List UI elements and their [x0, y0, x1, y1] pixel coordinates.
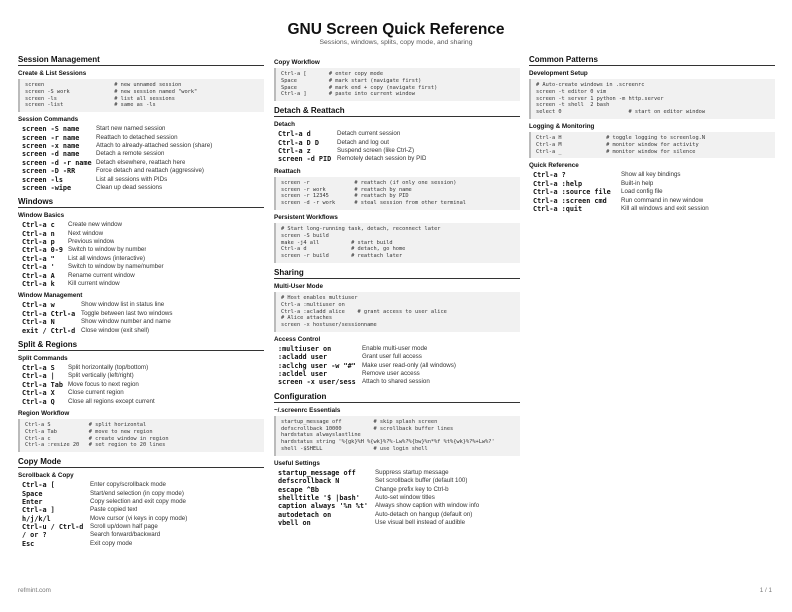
- key-description: List all sessions with PIDs: [96, 175, 168, 183]
- key-combo: / or ?: [22, 531, 47, 540]
- code-line: Ctrl-a d # detach, go home: [281, 246, 406, 253]
- keybinding-row: [533, 180, 775, 188]
- key-description: Use visual bell instead of audible: [375, 519, 466, 527]
- key-description: Previous window: [68, 238, 115, 246]
- key-description: Show all key bindings: [621, 171, 681, 179]
- keybinding-row: [278, 130, 520, 138]
- key-description: Close all regions except current: [68, 397, 155, 405]
- key-description: Make user read-only (all windows): [362, 361, 456, 369]
- subsection-heading: Create & List Sessions: [18, 70, 87, 77]
- code-line: # Alice attaches: [281, 315, 333, 322]
- key-description: Clean up dead sessions: [96, 183, 163, 191]
- key-description: Exit copy mode: [90, 539, 133, 547]
- key-combo: Ctrl-a p: [22, 238, 55, 247]
- section-heading: Detach & Reattach: [274, 106, 520, 117]
- key-description: Detach current session: [337, 130, 401, 138]
- key-description: Kill all windows and exit session: [621, 204, 709, 212]
- key-description: Change prefix key to Ctrl-b: [375, 485, 449, 493]
- key-description: Reattach to detached session: [96, 133, 178, 141]
- key-combo: Ctrl-a ': [22, 263, 55, 272]
- code-line: # Start long-running task, detach, reconnect later: [281, 225, 441, 232]
- page-title: GNU Screen Quick Reference: [287, 21, 505, 38]
- code-line: select 0 # start on editor window: [536, 109, 706, 116]
- keybinding-row: [278, 362, 520, 370]
- keybinding-row: [22, 481, 264, 489]
- key-description: Switch to window by number: [68, 246, 147, 254]
- key-combo: Ctrl-a :quit: [533, 204, 583, 213]
- code-line: screen # new unnamed session: [25, 82, 182, 88]
- keybinding-row: [278, 155, 520, 163]
- keybinding-row: [278, 502, 520, 510]
- section-heading: Configuration: [274, 392, 520, 403]
- keybinding-row: [22, 381, 264, 389]
- key-description: Move cursor (vi keys in copy mode): [90, 514, 188, 522]
- keybinding-table: [22, 364, 264, 406]
- key-description: Auto-detach on hangup (default on): [375, 510, 473, 518]
- key-combo: defscrollback N: [278, 477, 340, 486]
- keybinding-row: [22, 327, 264, 335]
- key-description: Switch to window by name/number: [68, 263, 164, 271]
- key-combo: screen -d -r name: [22, 158, 92, 167]
- key-description: Enable multi-user mode: [362, 344, 428, 352]
- subsection-heading: Access Control: [274, 335, 321, 343]
- section-heading: Sharing: [274, 268, 520, 279]
- key-description: Start new named session: [96, 125, 166, 133]
- code-block: [274, 177, 520, 210]
- keybinding-row: [22, 318, 264, 326]
- key-combo: Ctrl-a :help: [533, 179, 583, 188]
- key-combo: Ctrl-a z: [278, 146, 311, 155]
- code-line: make -j4 all # start build: [281, 239, 393, 246]
- code-line: screen -t server 1 python -m http.server: [536, 95, 664, 102]
- key-combo: Esc: [22, 539, 35, 548]
- key-combo: Ctrl-a c: [22, 221, 55, 230]
- code-line: screen -d -r work # steal session from other terminal: [281, 200, 466, 207]
- key-combo: Ctrl-a Ctrl-a: [22, 309, 76, 318]
- column-1: [18, 55, 264, 550]
- key-combo: Ctrl-a X: [22, 389, 55, 398]
- key-combo: h/j/k/l: [22, 514, 51, 523]
- keybinding-row: [22, 167, 264, 175]
- subsection-heading: Multi-User Mode: [274, 282, 323, 290]
- key-combo: shelltitle '$ |bash': [278, 494, 360, 503]
- keybinding-table: [278, 469, 520, 528]
- code-block: [274, 68, 520, 101]
- key-description: Suppress startup message: [375, 468, 449, 476]
- key-description: Show window list in status line: [81, 301, 165, 309]
- subsection-heading: Window Basics: [18, 212, 65, 220]
- keybinding-row: [278, 494, 520, 502]
- key-combo: :acldel user: [278, 370, 328, 379]
- key-description: Detach and log out: [337, 138, 389, 146]
- key-combo: Ctrl-a d: [278, 130, 311, 139]
- code-block: [274, 223, 520, 263]
- keybinding-row: [22, 134, 264, 142]
- key-description: Suspend screen (like Ctrl-Z): [337, 146, 415, 154]
- code-line: screen -r 12345 # reattach by PID: [281, 193, 409, 200]
- keybinding-table: [22, 301, 264, 335]
- code-line: Ctrl-a ] # paste into current window: [281, 91, 415, 98]
- column-3: [529, 55, 775, 215]
- key-description: Rename current window: [68, 271, 135, 279]
- key-combo: Ctrl-a N: [22, 318, 55, 327]
- key-description: Auto-set window titles: [375, 494, 435, 502]
- code-line: Ctrl-a [ # enter copy mode: [281, 71, 384, 77]
- column-2: [274, 55, 520, 530]
- key-description: Search forward/backward: [90, 531, 161, 539]
- key-combo: Ctrl-a :source file: [533, 188, 611, 197]
- code-line: screen -x hostuser/sessionname: [281, 322, 377, 329]
- keybinding-row: [22, 150, 264, 158]
- key-combo: Enter: [22, 497, 43, 506]
- subsection-heading: Logging & Monitoring: [529, 122, 595, 130]
- key-description: Force detach and reattach (aggressive): [96, 167, 204, 175]
- keybinding-row: [22, 263, 264, 271]
- keybinding-row: [22, 280, 264, 288]
- keybinding-row: [278, 370, 520, 378]
- keybinding-row: [22, 398, 264, 406]
- code-block: [18, 79, 264, 112]
- key-combo: Ctrl-a Q: [22, 397, 55, 406]
- code-line: screen -S work # new session named "work": [25, 88, 198, 95]
- code-line: screen -t shell 2 bash: [536, 102, 610, 109]
- keybinding-row: [22, 125, 264, 133]
- key-description: Built-in help: [621, 179, 654, 187]
- key-combo: screen -wipe: [22, 183, 72, 192]
- subsection-heading: Region Workflow: [18, 409, 70, 417]
- key-description: Create new window: [68, 221, 122, 229]
- subsection-heading: Persistent Workflows: [274, 213, 338, 221]
- code-block: [529, 79, 775, 119]
- code-line: screen -r build # reattach later: [281, 253, 403, 260]
- code-line: screen -r work # reattach by name: [281, 186, 412, 193]
- keybinding-table: [278, 345, 520, 387]
- key-combo: :multiuser on: [278, 344, 332, 353]
- key-description: Close current region: [68, 389, 124, 397]
- page-subtitle: Sessions, windows, splits, copy mode, and sharing: [319, 39, 473, 46]
- key-description: Start/end selection (in copy mode): [90, 489, 184, 497]
- keybinding-row: [22, 372, 264, 380]
- key-description: Toggle between last two windows: [81, 309, 173, 317]
- key-combo: screen -d PID: [278, 155, 332, 164]
- key-combo: screen -ls: [22, 175, 63, 184]
- keybinding-row: [533, 171, 775, 179]
- key-description: Run command in new window: [621, 196, 704, 204]
- subsection-heading: Copy Workflow: [274, 59, 320, 66]
- subsection-heading: Useful Settings: [274, 459, 320, 467]
- key-description: Always show caption with window info: [375, 502, 480, 510]
- code-line: Ctrl-a c # create window in region: [25, 435, 169, 442]
- key-combo: Ctrl-a :screen cmd: [533, 196, 607, 205]
- keybinding-row: [22, 523, 264, 531]
- key-combo: Ctrl-a 0-9: [22, 246, 63, 255]
- keybinding-row: [22, 176, 264, 184]
- keybinding-row: [278, 511, 520, 519]
- key-combo: Ctrl-a Tab: [22, 380, 63, 389]
- keybinding-row: [22, 272, 264, 280]
- code-block: [274, 416, 520, 456]
- keybinding-row: [22, 301, 264, 309]
- code-line: hardstatus string '%{gk}%H %{wk}%?%-Lw%?%{bw}%n*%f %t%{wk}%?%+Lw%?': [281, 439, 495, 446]
- keybinding-row: [278, 477, 520, 485]
- code-line: Ctrl-a :resize 20 # set region to 20 lines: [25, 442, 166, 449]
- key-combo: :aclchg user -w "#": [278, 361, 356, 370]
- key-combo: Ctrl-a n: [22, 229, 55, 238]
- code-line: screen -r # reattach (if only one session): [281, 179, 457, 186]
- key-combo: Space: [22, 489, 43, 498]
- key-combo: caption always '%n %t': [278, 502, 369, 511]
- subsection-heading: Reattach: [274, 167, 301, 175]
- key-description: Load config file: [621, 188, 663, 196]
- keybinding-row: [22, 515, 264, 523]
- key-description: List all windows (interactive): [68, 254, 146, 262]
- key-combo: screen -r name: [22, 133, 80, 142]
- keybinding-row: [22, 246, 264, 254]
- key-combo: exit / Ctrl-d: [22, 326, 76, 335]
- key-description: Attach to shared session: [362, 378, 430, 386]
- keybinding-row: [22, 159, 264, 167]
- key-combo: Ctrl-a S: [22, 364, 55, 372]
- code-line: screen -S build: [281, 232, 329, 239]
- subsection-heading: Split Commands: [18, 355, 68, 362]
- keybinding-row: [22, 506, 264, 514]
- code-line: Space # mark start (navigate first): [281, 77, 422, 84]
- subsection-heading: Quick Reference: [529, 162, 579, 170]
- code-line: Space # mark end + copy (navigate first): [281, 84, 438, 91]
- keybinding-row: [22, 184, 264, 192]
- key-combo: screen -d name: [22, 150, 80, 159]
- subsection-heading: Scrollback & Copy: [18, 472, 74, 480]
- subsection-heading: Window Management: [18, 292, 83, 300]
- key-description: Paste copied text: [90, 506, 138, 514]
- key-combo: Ctrl-a |: [22, 372, 55, 381]
- keybinding-row: [278, 469, 520, 477]
- footer-page-number: 1 / 1: [759, 587, 772, 594]
- code-block: [18, 419, 264, 452]
- keybinding-row: [22, 498, 264, 506]
- code-line: startup_message off # skip splash screen: [281, 418, 438, 425]
- key-combo: Ctrl-a k: [22, 280, 55, 289]
- key-description: Remotely detach session by PID: [337, 155, 427, 163]
- keybinding-row: [278, 345, 520, 353]
- code-line: Ctrl-a Tab # move to new region: [25, 428, 153, 435]
- key-description: Detach elsewhere, reattach here: [96, 158, 186, 166]
- code-block: [529, 132, 775, 158]
- subsection-heading: Development Setup: [529, 70, 588, 77]
- key-description: Remove user access: [362, 370, 420, 378]
- key-combo: autodetach on: [278, 510, 332, 519]
- keybinding-row: [22, 490, 264, 498]
- keybinding-row: [22, 364, 264, 372]
- keybinding-row: [533, 205, 775, 213]
- key-description: Kill current window: [68, 280, 120, 288]
- key-combo: Ctrl-a D D: [278, 138, 319, 147]
- keybinding-row: [22, 142, 264, 150]
- subsection-heading: Detach: [274, 121, 295, 129]
- keybinding-row: [22, 540, 264, 548]
- keybinding-table: [22, 125, 264, 192]
- key-description: Split horizontally (top/bottom): [68, 364, 149, 371]
- key-combo: Ctrl-a A: [22, 271, 55, 280]
- keybinding-table: [278, 130, 520, 164]
- keybinding-row: [278, 378, 520, 386]
- code-line: # Auto-create windows in .screenrc: [536, 82, 645, 88]
- keybinding-row: [22, 389, 264, 397]
- key-combo: startup_message off: [278, 468, 356, 477]
- key-description: Next window: [68, 229, 104, 237]
- key-combo: vbell on: [278, 519, 311, 528]
- key-description: Detach a remote session: [96, 150, 165, 158]
- footer-site: refmint.com: [18, 587, 51, 594]
- key-combo: screen -D -RR: [22, 167, 76, 176]
- key-combo: Ctrl-a w: [22, 301, 55, 310]
- code-block: [274, 292, 520, 332]
- key-combo: escape ^Bb: [278, 485, 319, 494]
- key-combo: Ctrl-a ": [22, 254, 55, 263]
- key-combo: :acladd user: [278, 353, 328, 362]
- key-combo: screen -x name: [22, 141, 80, 150]
- key-combo: screen -x user/sess: [278, 378, 356, 387]
- key-description: Attach to already-attached session (share): [96, 141, 213, 149]
- key-combo: Ctrl-a [: [22, 481, 55, 490]
- keybinding-row: [22, 310, 264, 318]
- code-line: Ctrl-a :multiuser on: [281, 301, 345, 308]
- key-description: Move focus to next region: [68, 380, 139, 388]
- keybinding-table: [533, 171, 775, 213]
- code-line: Ctrl-a :acladd alice # grant access to user alice: [281, 308, 447, 315]
- keybinding-row: [533, 188, 775, 196]
- code-line: Ctrl-a H # toggle logging to screenlog.N: [536, 134, 706, 141]
- key-description: Copy selection and exit copy mode: [90, 497, 186, 505]
- key-combo: screen -S name: [22, 125, 80, 134]
- key-description: Set scrollback buffer (default 100): [375, 477, 468, 485]
- subsection-heading: ~/.screenrc Essentials: [274, 406, 341, 414]
- section-heading: Common Patterns: [529, 55, 775, 66]
- keybinding-table: [22, 221, 264, 288]
- keybinding-row: [278, 139, 520, 147]
- code-line: defscrollback 10000 # scrollback buffer lines: [281, 425, 454, 432]
- key-description: Split vertically (left/right): [68, 372, 134, 380]
- key-description: Grant user full access: [362, 353, 422, 361]
- code-line: Ctrl-a S # split horizontal: [25, 421, 147, 428]
- code-line: # Host enables multiuser: [281, 294, 358, 301]
- keybinding-row: [22, 255, 264, 263]
- keybinding-row: [22, 531, 264, 539]
- code-line: Ctrl-a _ # monitor window for silence: [536, 148, 696, 155]
- keybinding-table: [22, 481, 264, 548]
- section-heading: Windows: [18, 197, 264, 208]
- keybinding-row: [22, 221, 264, 229]
- keybinding-row: [22, 238, 264, 246]
- key-description: Scroll up/down half page: [90, 523, 158, 531]
- keybinding-row: [278, 486, 520, 494]
- key-combo: Ctrl-a ]: [22, 506, 55, 515]
- keybinding-row: [22, 230, 264, 238]
- keybinding-row: [533, 197, 775, 205]
- section-heading: Copy Mode: [18, 457, 264, 468]
- code-line: hardstatus alwayslastline: [281, 432, 361, 439]
- key-combo: Ctrl-u / Ctrl-d: [22, 523, 84, 532]
- key-combo: Ctrl-a ?: [533, 171, 566, 180]
- subsection-heading: Session Commands: [18, 116, 79, 124]
- section-heading: Split & Regions: [18, 340, 264, 351]
- code-line: screen -ls # list all sessions: [25, 95, 175, 102]
- code-line: screen -t editor 0 vim: [536, 88, 607, 95]
- key-description: Show window number and name: [81, 318, 171, 326]
- code-line: shell -$SHELL # use login shell: [281, 446, 428, 453]
- keybinding-row: [278, 519, 520, 527]
- key-description: Close window (exit shell): [81, 326, 150, 334]
- section-heading: Session Management: [18, 55, 264, 66]
- keybinding-row: [278, 147, 520, 155]
- code-line: screen -list # same as -ls: [25, 102, 156, 109]
- key-description: Enter copy/scrollback mode: [90, 481, 167, 489]
- keybinding-row: [278, 353, 520, 361]
- code-line: Ctrl-a M # monitor window for activity: [536, 141, 699, 148]
